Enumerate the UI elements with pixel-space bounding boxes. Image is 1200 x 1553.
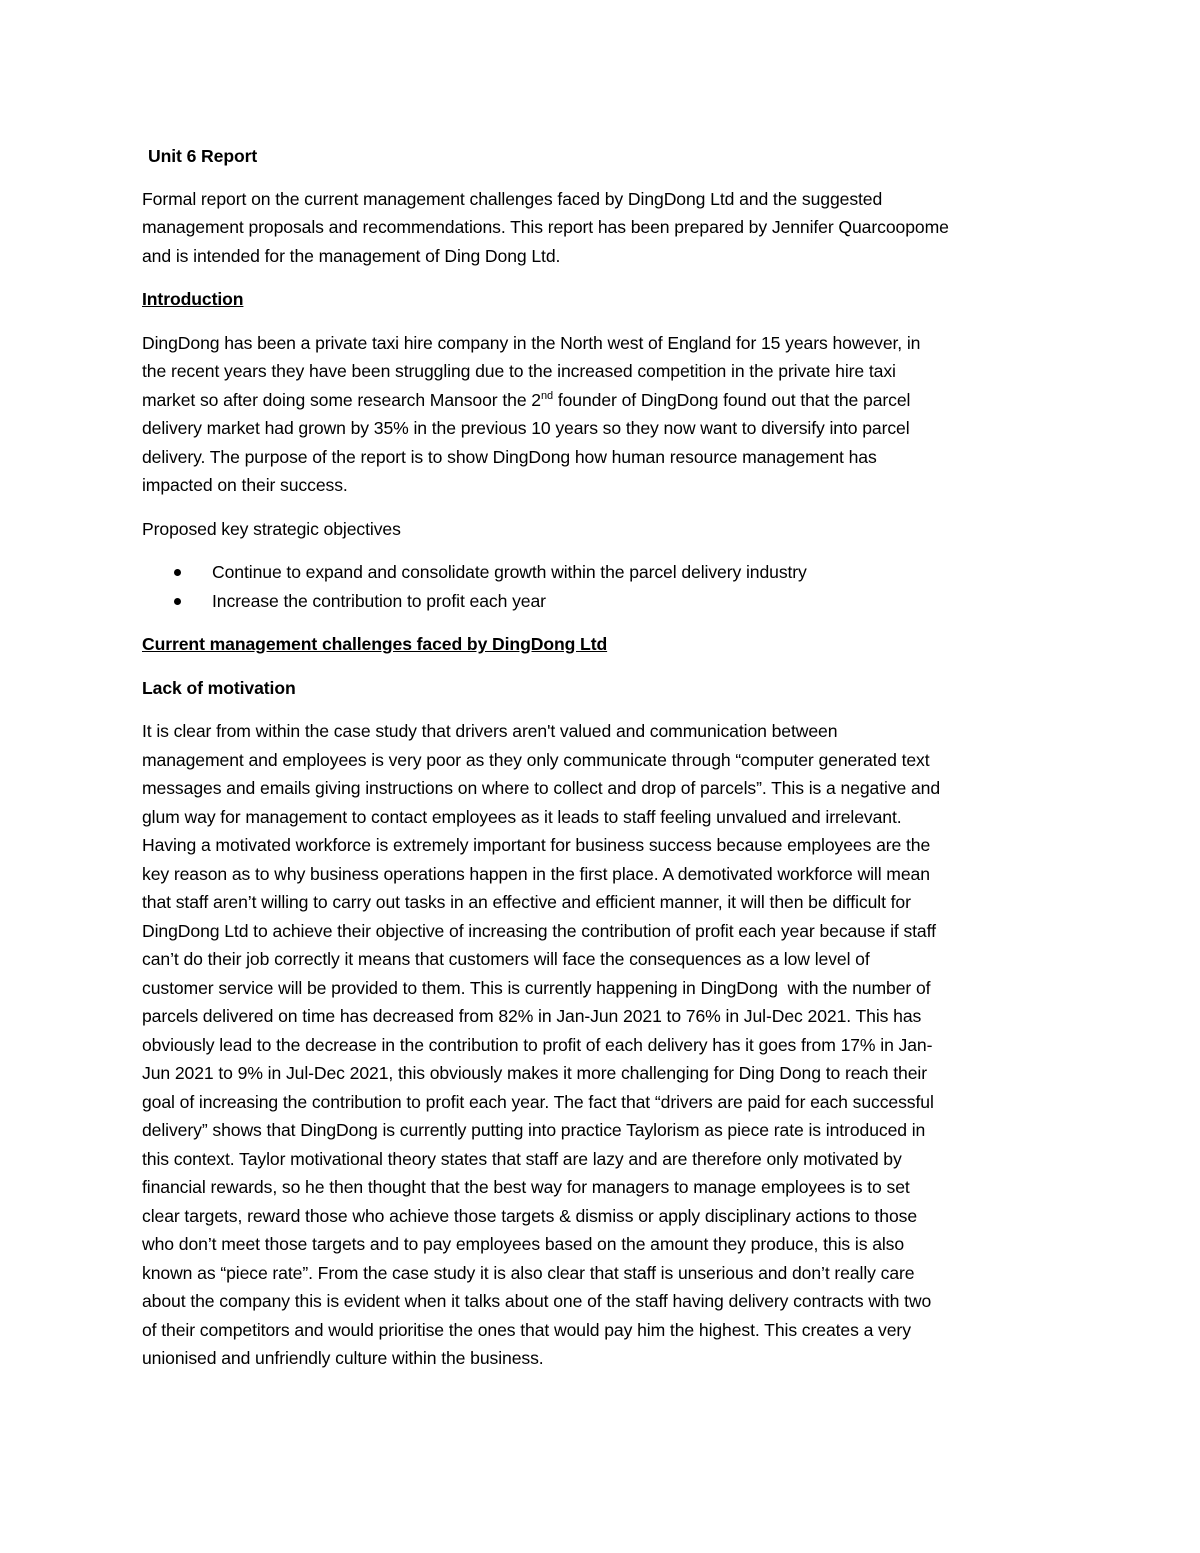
introduction-paragraph bbox=[142, 329, 1062, 500]
intro-line: management proposals and recommendations. This report has been prepared by Jennifer Quarcoopome bbox=[142, 217, 949, 237]
paragraph-line: of their competitors and would prioritise the ones that would pay him the highest. This creates a very bbox=[142, 1319, 911, 1340]
paragraph-line: unionised and unfriendly culture within the business. bbox=[142, 1348, 544, 1368]
list-item-text: Increase the contribution to profit each year bbox=[212, 590, 546, 611]
list-item-text: Continue to expand and consolidate growth within the parcel delivery industry bbox=[212, 562, 807, 582]
introduction-line: the recent years they have been struggling due to the increased competition in the private hire taxi bbox=[142, 361, 896, 381]
intro-line: Formal report on the current management challenges faced by DingDong Ltd and the suggested bbox=[142, 188, 883, 209]
intro-line: and is intended for the management of Ding Dong Ltd. bbox=[142, 245, 561, 266]
intro-paragraph bbox=[142, 185, 1062, 271]
challenges-paragraph bbox=[142, 717, 1062, 1373]
introduction-line bbox=[142, 386, 1062, 415]
bullet-icon bbox=[174, 598, 181, 605]
paragraph-line: who don’t meet those targets and to pay employees based on the amount they produce, this is also bbox=[142, 1234, 905, 1254]
introduction-heading: Introduction bbox=[142, 289, 244, 309]
document-body bbox=[142, 142, 1062, 1373]
paragraph-line: this context. Taylor motivational theory states that staff are lazy and are therefore only motivated by bbox=[142, 1148, 902, 1169]
paragraph-line: goal of increasing the contribution to profit each year. The fact that “drivers are paid for each successful bbox=[142, 1091, 934, 1112]
objectives-list bbox=[142, 558, 1062, 615]
paragraph-line: key reason as to why business operations happen in the first place. A demotivated workforce will mean bbox=[142, 863, 930, 884]
paragraph-line: Having a motivated workforce is extremely important for business success because employees are the bbox=[142, 835, 931, 855]
paragraph-line: glum way for management to contact employees as it leads to staff feeling unvalued and irrelevant. bbox=[142, 806, 902, 827]
paragraph-line: clear targets, reward those who achieve those targets & dismiss or apply disciplinary actions to those bbox=[142, 1205, 918, 1226]
paragraph-line: Jun 2021 to 9% in Jul-Dec 2021, this obviously makes it more challenging for Ding Dong to reach their bbox=[142, 1063, 927, 1083]
paragraph-line: that staff aren’t willing to carry out tasks in an effective and efficient manner, it will then be difficult for bbox=[142, 892, 911, 912]
report-title: Unit 6 Report bbox=[148, 146, 258, 166]
paragraph-line: parcels delivered on time has decreased from 82% in Jan-Jun 2021 to 76% in Jul-Dec 2021. This has bbox=[142, 1006, 922, 1026]
introduction-line-text: founder of DingDong found out that the parcel bbox=[553, 389, 911, 410]
introduction-line-text: market so after doing some research Mansoor the 2 bbox=[142, 389, 541, 410]
paragraph-line: about the company this is evident when it talks about one of the staff having delivery contracts with two bbox=[142, 1291, 932, 1311]
list-item bbox=[142, 558, 1062, 587]
paragraph-line: DingDong Ltd to achieve their objective of increasing the contribution of profit each year because if staff bbox=[142, 920, 936, 941]
objectives-heading: Proposed key strategic objectives bbox=[142, 518, 401, 539]
challenges-heading: Current management challenges faced by DingDong Ltd bbox=[142, 634, 608, 654]
paragraph-line: obviously lead to the decrease in the contribution to profit of each delivery has it goes from 17% in Jan- bbox=[142, 1034, 933, 1055]
paragraph-line: It is clear from within the case study that drivers aren't valued and communication between bbox=[142, 721, 838, 741]
paragraph-line: can’t do their job correctly it means that customers will face the consequences as a low level of bbox=[142, 949, 870, 969]
paragraph-line: known as “piece rate”. From the case study it is also clear that staff is unserious and don’t really care bbox=[142, 1262, 915, 1283]
list-item bbox=[142, 587, 1062, 616]
introduction-line: delivery. The purpose of the report is to show DingDong how human resource management has bbox=[142, 446, 877, 467]
paragraph-line: customer service will be provided to them. This is currently happening in DingDong with the number of bbox=[142, 977, 931, 998]
introduction-line: impacted on their success. bbox=[142, 475, 348, 495]
paragraph-line: financial rewards, so he then thought that the best way for managers to manage employees is to set bbox=[142, 1177, 910, 1197]
bullet-icon bbox=[174, 569, 181, 576]
ordinal-superscript: nd bbox=[540, 389, 554, 402]
paragraph-line: delivery” shows that DingDong is currently putting into practice Taylorism as piece rate is introduced in bbox=[142, 1120, 926, 1140]
introduction-line: DingDong has been a private taxi hire company in the North west of England for 15 years however, in bbox=[142, 332, 921, 353]
paragraph-line: messages and emails giving instructions on where to collect and drop of parcels”. This is a negative and bbox=[142, 778, 941, 798]
challenges-subheading: Lack of motivation bbox=[142, 677, 296, 698]
introduction-line: delivery market had grown by 35% in the previous 10 years so they now want to diversify into parcel bbox=[142, 418, 910, 438]
paragraph-line: management and employees is very poor as they only communicate through “computer generated text bbox=[142, 749, 930, 770]
